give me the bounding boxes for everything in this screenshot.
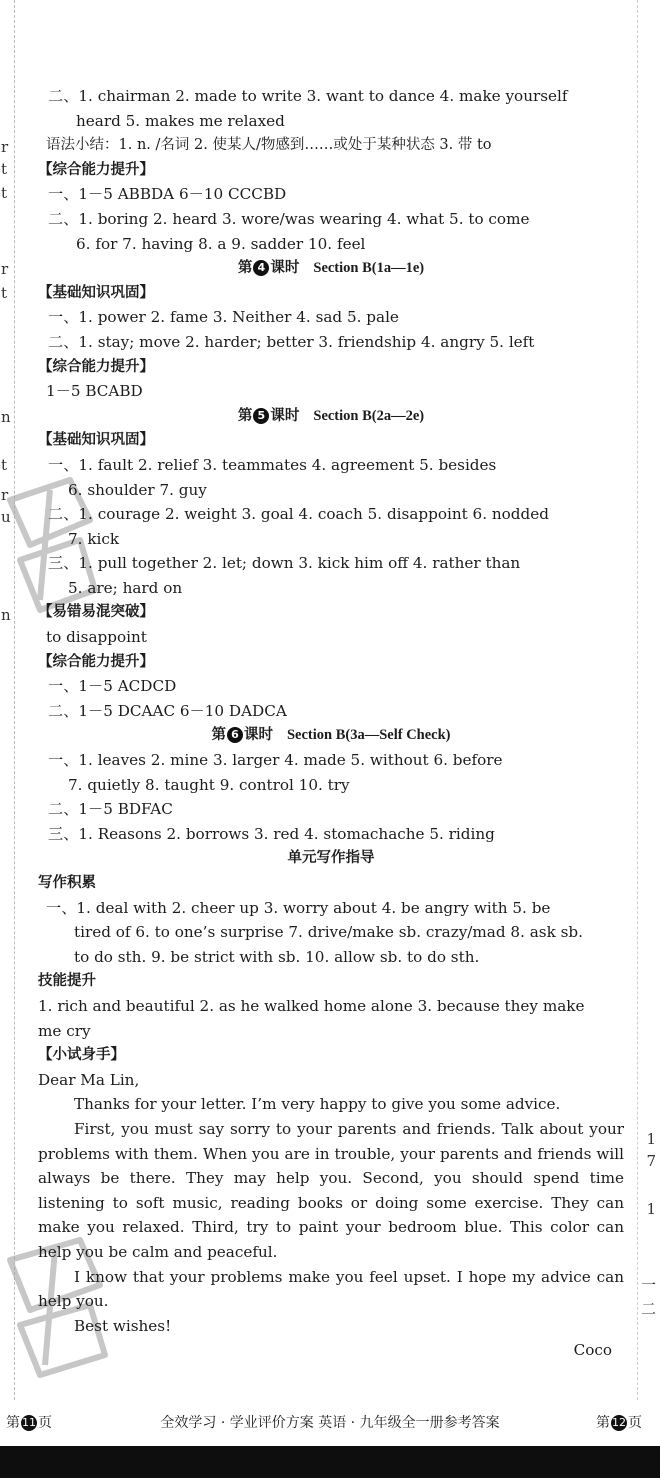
edge-char: n [1, 408, 11, 426]
lesson-section: Section B(2a—2e) [313, 407, 425, 424]
section-heading: 【易错易混突破】 [38, 604, 154, 621]
lesson-section: Section B(1a—1e) [313, 260, 425, 277]
answer-line: 二、1. chairman 2. made to write 3. want to dance 4. make yourself [48, 87, 568, 105]
section-heading: 【综合能力提升】 [38, 161, 154, 178]
edge-char: r [1, 486, 9, 504]
section-heading: 写作积累 [38, 875, 96, 891]
answer-line: to do sth. 9. be strict with sb. 10. allow sb. to do sth. [74, 947, 480, 966]
section-heading: 技能提升 [38, 973, 96, 990]
letter-paragraph: I know that your problems make you feel upset. I hope my advice can help you. [38, 1267, 624, 1311]
section-heading: 【小试身手】 [38, 1047, 125, 1064]
answer-line: 二、1. stay; move 2. harder; better 3. friendship 4. angry 5. left [48, 332, 535, 351]
page-number-badge: 11 [22, 1416, 36, 1429]
lesson-number-badge: 5 [253, 408, 269, 424]
section-heading: 【综合能力提升】 [38, 653, 154, 670]
lesson-prefix: 第 [211, 727, 226, 744]
lesson-section: Section B(3a—Self Check) [286, 727, 451, 744]
right-page-edge [637, 0, 660, 1400]
left-page-edge [0, 0, 15, 1400]
page-label: 第 [6, 1415, 20, 1431]
edge-char: r [1, 260, 9, 278]
answer-line: 7. quietly 8. taught 9. control 10. try [68, 775, 350, 794]
lesson-number-badge: 6 [227, 727, 243, 743]
page-label: 页 [628, 1415, 642, 1431]
lesson-suffix: 课时 [270, 260, 300, 277]
lesson-suffix: 课时 [243, 727, 273, 744]
section-heading: 【综合能力提升】 [38, 358, 154, 375]
edge-char: t [1, 456, 8, 474]
letter-paragraph: First, you must say sorry to your parents and friends. Talk about your problems with them. When you are in trouble, your parents and friends will always be there. They may help you. Second, you should spend time listening to soft music, reading books or doing some exercise. They can make you relaxed. Third, try to paint your bedroom blue. This color can help you be calm and peaceful. [38, 1119, 624, 1261]
edge-char: 1 [646, 1130, 656, 1148]
answer-line: 一、1－5 ACDCD [48, 677, 177, 696]
lesson-number-badge: 4 [253, 260, 269, 276]
answer-content [38, 84, 624, 1363]
lesson-title-5 [38, 404, 624, 429]
letter-paragraph: Thanks for your letter. I’m very happy to give you some advice. [74, 1095, 561, 1114]
lesson-title-4 [38, 256, 624, 281]
unit-writing-title: 单元写作指导 [287, 850, 375, 867]
edge-char: 二 [640, 1300, 656, 1318]
edge-char: t [1, 284, 8, 302]
letter-salutation: Dear Ma Lin, [38, 1070, 140, 1089]
letter-closing: Best wishes! [74, 1316, 172, 1335]
answer-line: 一、1. deal with 2. cheer up 3. worry about 4. be angry with 5. be [46, 898, 551, 917]
lesson-prefix: 第 [237, 407, 253, 424]
answer-line: 1. rich and beautiful 2. as he walked home alone 3. because they make [38, 996, 585, 1015]
edge-char: n [1, 606, 11, 624]
lesson-suffix: 课时 [270, 407, 300, 424]
edge-char: 1 [646, 1200, 656, 1218]
answer-line: 二、1. boring 2. heard 3. wore/was wearing 4. what 5. to come [48, 209, 530, 228]
page-number-right [596, 1412, 642, 1432]
answer-line: 7. kick [68, 529, 120, 548]
lesson-title-6 [38, 723, 624, 748]
section-heading: 【基础知识巩固】 [38, 432, 154, 449]
letter-signature: Coco [573, 1341, 612, 1360]
page-label: 页 [38, 1415, 52, 1431]
edge-char: 7 [646, 1152, 656, 1170]
page-number-badge: 12 [612, 1416, 626, 1429]
page-footer [0, 1396, 660, 1446]
edge-char: u [1, 508, 11, 526]
section-heading: 【基础知识巩固】 [38, 284, 154, 301]
page-label: 第 [596, 1415, 610, 1431]
edge-char: t [1, 160, 8, 178]
edge-char: 一 [640, 1276, 656, 1294]
answer-line: 一、1－5 ABBDA 6－10 CCCBD [48, 185, 287, 204]
grammar-summary: 语法小结：1. n. /名词 2. 使某人/物感到……或处于某种状态 3. 带 to [46, 137, 492, 154]
answer-line: 一、1. leaves 2. mine 3. larger 4. made 5. without 6. before [48, 751, 503, 770]
edge-char: t [1, 184, 8, 202]
edge-char: r [1, 138, 9, 156]
answer-line: tired of 6. to one’s surprise 7. drive/make sb. crazy/mad 8. ask sb. [74, 923, 583, 942]
answer-line: 一、1. power 2. fame 3. Neither 4. sad 5. pale [48, 308, 399, 327]
answer-line: heard 5. makes me relaxed [76, 111, 285, 130]
answer-line: 1－5 BCABD [46, 382, 143, 401]
answer-line: 二、1. courage 2. weight 3. goal 4. coach 5. disappoint 6. nodded [48, 505, 549, 524]
answer-line: 三、1. pull together 2. let; down 3. kick him off 4. rather than [48, 554, 521, 573]
answer-line: 三、1. Reasons 2. borrows 3. red 4. stomachache 5. riding [48, 824, 495, 843]
answer-line: 6. for 7. having 8. a 9. sadder 10. feel [76, 234, 366, 253]
answer-line: 二、1－5 DCAAC 6－10 DADCA [48, 701, 287, 720]
answer-line: to disappoint [46, 628, 147, 647]
answer-line: me cry [38, 1021, 91, 1040]
lesson-prefix: 第 [237, 260, 253, 277]
answer-line: 6. shoulder 7. guy [68, 480, 207, 499]
answer-line: 二、1－5 BDFAC [48, 800, 173, 819]
answer-line: 一、1. fault 2. relief 3. teammates 4. agreement 5. besides [48, 455, 497, 474]
footer-title: 全效学习 · 学业评价方案 英语 · 九年级全一册参考答案 [160, 1415, 500, 1431]
answer-line: 5. are; hard on [68, 578, 183, 597]
bottom-dark-strip [0, 1446, 660, 1478]
